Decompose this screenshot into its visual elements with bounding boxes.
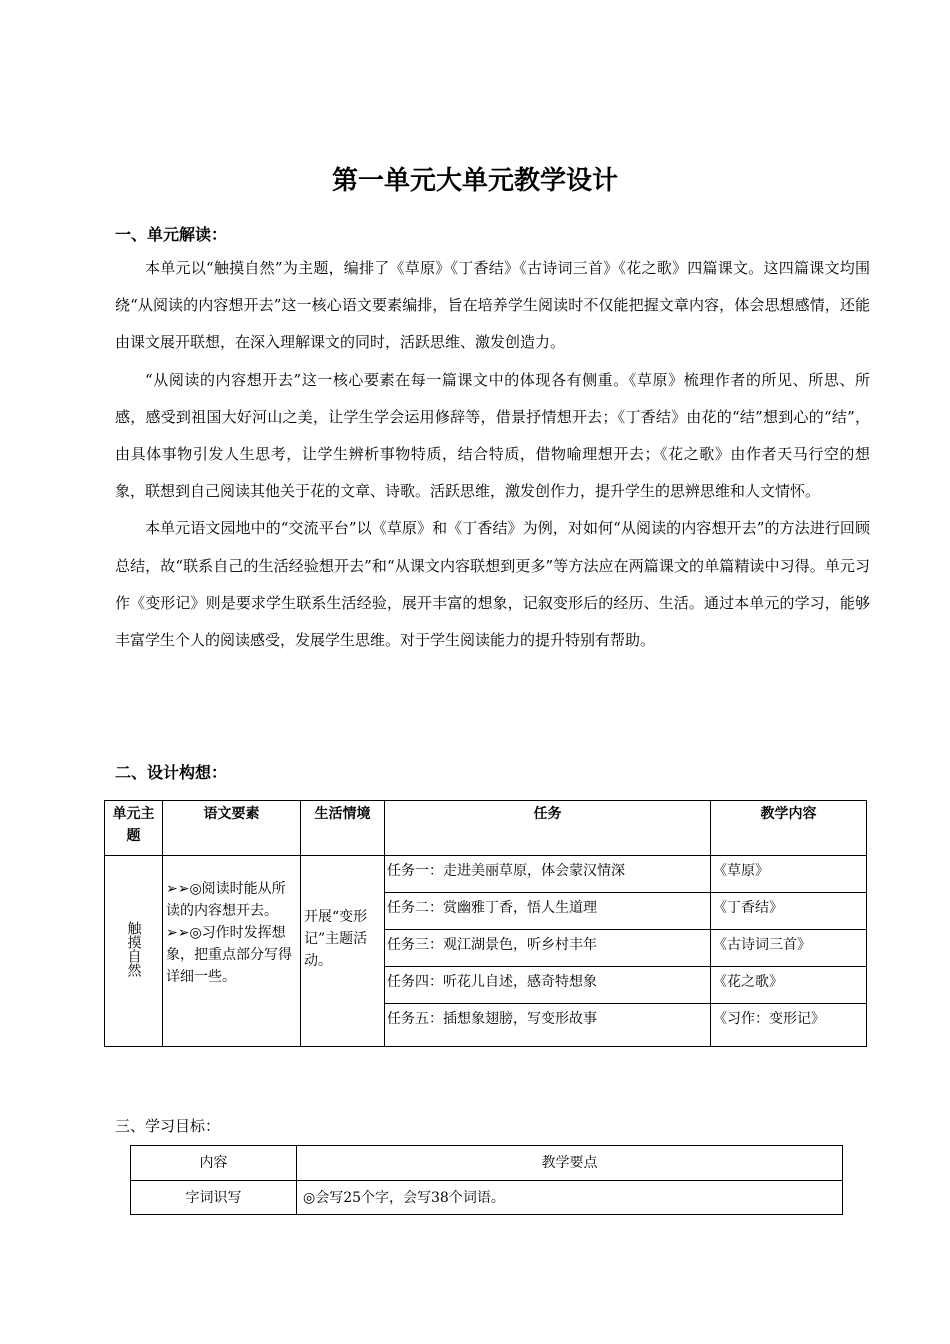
section-heading-design: 二、设计构想： — [115, 763, 228, 782]
header-life-context: 生活情境 — [301, 801, 385, 856]
content-item: 《草原》 — [711, 856, 866, 893]
content-item: 《习作：变形记》 — [713, 1011, 825, 1027]
task-item: 任务二：赏幽雅丁香，悟人生道理 — [385, 893, 710, 930]
language-element: ➢➢◎习作时发挥想象，把重点部分写得详细一些。 — [166, 925, 292, 985]
page-title: 第一单元大单元教学设计 — [331, 166, 618, 196]
content-item: 《丁香结》 — [711, 893, 866, 930]
row-teaching-point: ◎会写25个字，会写38个词语。 — [297, 1180, 843, 1215]
paragraph: “从阅读的内容想开去”这一核心要素在每一篇课文中的体现各有侧重。《草原》梳理作者的所见、所思、所感，感受到祖国大好河山之美，让学生学会运用修辞等，借景抒情想开去；《丁香结》由花的“结”想到心的“结”，由具体事物引发人生思考，让学生辨析事物特质，结合特质，借物喻理想开去；《花之歌》由作者天马行空的想象，联想到自己阅读其他关于花的文章、诗歌。活跃思维，激发创作力，提升学生的思辨思维和人文情怀。 — [115, 370, 870, 501]
section-heading-learning-goals: 三、学习目标： — [115, 1117, 221, 1135]
tasks-cell — [385, 856, 711, 1047]
content-item: 《古诗词三首》 — [711, 930, 866, 967]
header-content: 内容 — [131, 1146, 297, 1181]
task-item: 任务一：走进美丽草原，体会蒙汉情深 — [385, 856, 710, 893]
content-item: 《花之歌》 — [711, 967, 866, 1004]
section-heading-unit-reading: 一、单元解读： — [115, 225, 228, 244]
header-teaching-content: 教学内容 — [711, 801, 867, 856]
learning-goals-table — [130, 1145, 842, 1215]
header-teaching-points: 教学要点 — [297, 1146, 843, 1181]
task-item: 任务五：插想象翅膀，写变形故事 — [387, 1011, 597, 1027]
language-element: ➢➢◎阅读时能从所读的内容想开去。 — [166, 881, 286, 919]
paragraph: 本单元以“触摸自然”为主题，编排了《草原》《丁香结》《古诗词三首》《花之歌》四篇课文。这四篇课文均围绕“从阅读的内容想开去”这一核心语文要素编排，旨在培养学生阅读时不仅能把握文章内容，体会思想感情，还能由课文展开联想，在深入理解课文的同时，活跃思维、激发创造力。 — [115, 259, 870, 352]
teaching-content-cell — [711, 856, 867, 1047]
header-language-elements: 语文要素 — [163, 801, 301, 856]
life-context-cell: 开展“变形记”主题活动。 — [301, 856, 385, 1047]
unit-theme: 触摸自然 — [125, 921, 142, 977]
header-unit-theme: 单元主题 — [105, 801, 163, 856]
unit-theme-cell — [105, 856, 163, 1047]
task-item: 任务四：听花儿自述，感奇特想象 — [385, 967, 710, 1004]
language-elements-cell — [163, 856, 301, 1047]
design-table — [104, 800, 866, 1047]
unit-reading-text — [115, 250, 870, 659]
row-content: 字词识写 — [131, 1180, 297, 1215]
paragraph: 本单元语文园地中的“交流平台”以《草原》和《丁香结》为例，对如何“从阅读的内容想开去”的方法进行回顾总结，故“联系自己的生活经验想开去”和“从课文内容联想到更多”等方法应在两篇课文的单篇精读中习得。单元习作《变形记》则是要求学生联系生活经验，展开丰富的想象，记叙变形后的经历、生活。通过本单元的学习，能够丰富学生个人的阅读感受，发展学生思维。对于学生阅读能力的提升特别有帮助。 — [115, 519, 870, 650]
task-item: 任务三：观江湖景色，听乡村丰年 — [385, 930, 710, 967]
header-tasks: 任务 — [385, 801, 711, 856]
